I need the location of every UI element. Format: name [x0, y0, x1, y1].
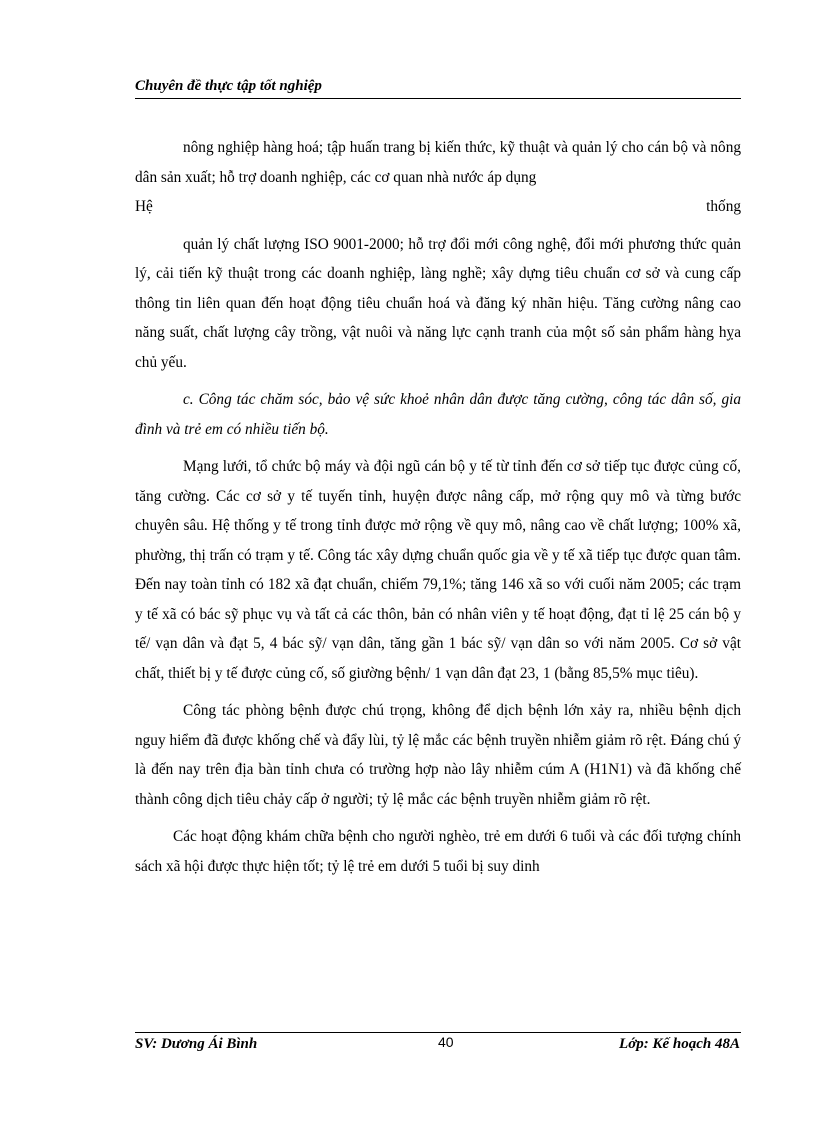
footer-class: Lớp: Kế hoạch 48A	[619, 1036, 740, 1052]
paragraph-3: Mạng lưới, tổ chức bộ máy và đội ngũ cán bộ y tế từ tỉnh đến cơ sở tiếp tục được củng cố, tăng cường. Các cơ sở y tế tuyến tỉnh, huyện được nâng cấp, mở rộng quy mô và từng bước chuyên sâu. Hệ thống y tế trong tỉnh được mở rộng về quy mô, nâng cao về chất lượng; 100% xã, phường, thị trấn có trạm y tế. Công tác xây dựng chuẩn quốc gia về y tế xã tiếp tục được quan tâm. Đến nay toàn tỉnh có 182 xã đạt chuẩn, chiếm 79,1%; tăng 146 xã so với cuối năm 2005; các trạm y tế xã có bác sỹ phục vụ và tất cả các thôn, bản có nhân viên y tế hoạt động, đạt tỉ lệ 25 cán bộ y tế/ vạn dân và đạt 5, 4 bác sỹ/ vạn dân, tăng gần 1 bác sỹ/ vạn dân so với năm 2005. Cơ sở vật chất, thiết bị y tế được củng cố, số giường bệnh/ 1 vạn dân đạt 23, 1 (bằng 85,5% mục tiêu).	[135, 458, 741, 682]
header-title: Chuyên đề thực tập tốt nghiệp	[135, 78, 322, 94]
page-header	[135, 76, 741, 99]
footer-divider	[135, 1032, 741, 1033]
section-heading-c: c. Công tác chăm sóc, bảo vệ sức khoẻ nhân dân được tăng cường, công tác dân số, gia đình và trẻ em có nhiều tiến bộ.	[135, 391, 741, 438]
document-body	[135, 133, 741, 881]
footer-student: SV: Dương Ái Bình	[135, 1036, 258, 1052]
page-number: 40	[438, 1034, 454, 1050]
word-thong: thống	[706, 198, 741, 215]
justified-line	[135, 192, 741, 222]
paragraph-5: Các hoạt động khám chữa bệnh cho người nghèo, trẻ em dưới 6 tuổi và các đối tượng chính sách xã hội được thực hiện tốt; tỷ lệ trẻ em dưới 5 tuổi bị suy dinh	[135, 828, 741, 875]
paragraph-2: quản lý chất lượng ISO 9001-2000; hỗ trợ đổi mới công nghệ, đổi mới phương thức quản lý, cải tiến kỹ thuật trong các doanh nghiệp, làng nghề; xây dựng tiêu chuẩn cơ sở và cung cấp thông tin liên quan đến hoạt động tiêu chuẩn hoá và đăng ký nhãn hiệu. Tăng cường nâng cao năng suất, chất lượng cây trồng, vật nuôi và năng lực cạnh tranh của một số sản phẩm hàng hỵa chủ yếu.	[135, 235, 741, 371]
paragraph-4: Công tác phòng bệnh được chú trọng, không để dịch bệnh lớn xảy ra, nhiều bệnh dịch nguy hiểm đã được khống chế và đẩy lùi, tỷ lệ mắc các bệnh truyền nhiễm giảm rõ rệt. Đáng chú ý là đến nay trên địa bàn tỉnh chưa có trường hợp nào lây nhiễm cúm A (H1N1) và đã khống chế thành công dịch tiêu chảy cấp ở người; tỷ lệ mắc các bệnh truyền nhiễm giảm rõ rệt.	[135, 702, 741, 808]
paragraph-1: nông nghiệp hàng hoá; tập huấn trang bị kiến thức, kỹ thuật và quản lý cho cán bộ và nông dân sản xuất; hỗ trợ doanh nghiệp, các cơ quan nhà nước áp dụng	[135, 139, 741, 186]
word-he: Hệ	[135, 198, 153, 215]
